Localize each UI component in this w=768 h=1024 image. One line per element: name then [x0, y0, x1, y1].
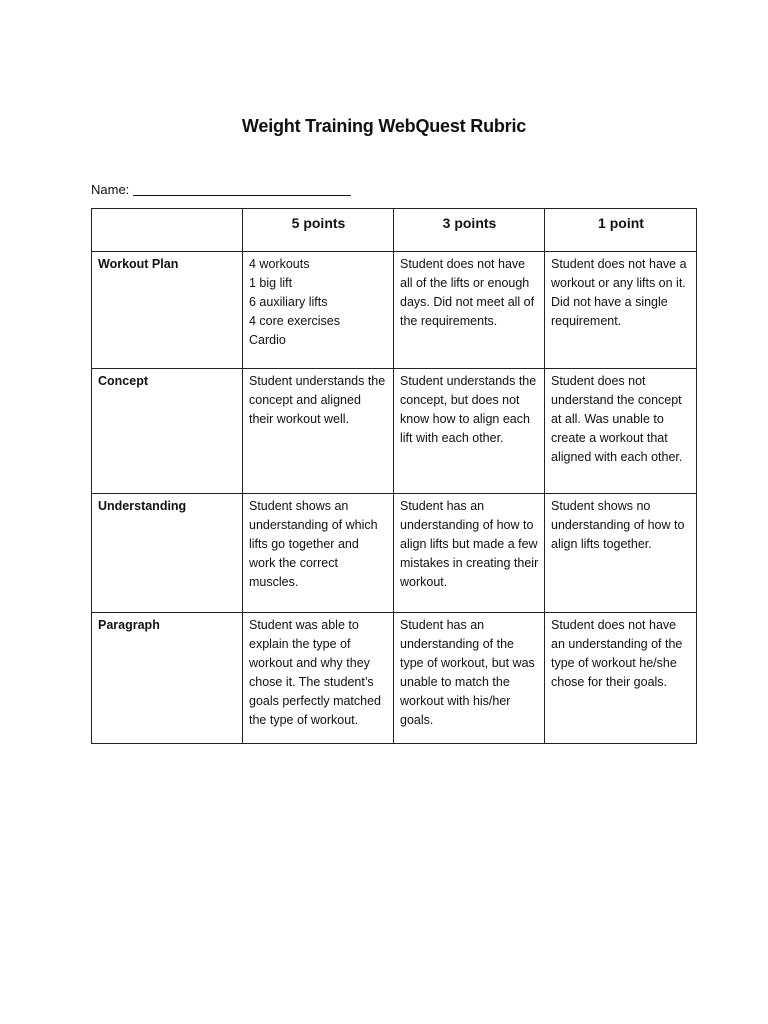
- cell-paragraph-5: Student was able to explain the type of workout and why they chose it. The student’s goals perfectly matched the type of workout.: [243, 613, 394, 744]
- rubric-table: [91, 208, 697, 744]
- cell-paragraph-1: Student does not have an understanding of the type of workout he/she chose for their goals.: [545, 613, 697, 744]
- table-row: [92, 613, 697, 744]
- cell-understanding-5: Student shows an understanding of which lifts go together and work the correct muscles.: [243, 494, 394, 613]
- table-row: [92, 494, 697, 613]
- header-1-point: 1 point: [545, 209, 697, 252]
- cell-paragraph-3: Student has an understanding of the type of workout, but was unable to match the workout with his/her goals.: [394, 613, 545, 744]
- header-criterion: [92, 209, 243, 252]
- cell-line: 1 big lift: [249, 276, 293, 290]
- cell-concept-5: Student understands the concept and aligned their workout well.: [243, 369, 394, 494]
- criterion-workout-plan: Workout Plan: [92, 252, 243, 369]
- name-label: Name:: [91, 182, 130, 197]
- page-title: Weight Training WebQuest Rubric: [241, 116, 527, 136]
- table-row: [92, 252, 697, 369]
- criterion-understanding: Understanding: [92, 494, 243, 613]
- header-row: [92, 209, 697, 252]
- cell-line: 4 workouts: [249, 257, 310, 271]
- cell-concept-3: Student understands the concept, but does not know how to align each lift with each other.: [394, 369, 545, 494]
- cell-workout-plan-1: Student does not have a workout or any lifts on it. Did not have a single requirement.: [545, 252, 697, 369]
- cell-line: Cardio: [249, 333, 286, 347]
- cell-concept-1: Student does not understand the concept at all. Was unable to create a workout that aligned with each other.: [545, 369, 697, 494]
- criterion-paragraph: Paragraph: [92, 613, 243, 744]
- cell-line: 4 core exercises: [249, 314, 341, 328]
- cell-workout-plan-5: [243, 252, 394, 369]
- criterion-concept: Concept: [92, 369, 243, 494]
- cell-understanding-3: Student has an understanding of how to align lifts but made a few mistakes in creating their workout.: [394, 494, 545, 613]
- cell-line: 6 auxiliary lifts: [249, 295, 328, 309]
- name-field: [91, 182, 351, 197]
- cell-workout-plan-3: Student does not have all of the lifts or enough days. Did not meet all of the requirements.: [394, 252, 545, 369]
- name-blank-line: [133, 182, 351, 196]
- header-3-points: 3 points: [394, 209, 545, 252]
- table-row: [92, 369, 697, 494]
- header-5-points: 5 points: [243, 209, 394, 252]
- cell-understanding-1: Student shows no understanding of how to align lifts together.: [545, 494, 697, 613]
